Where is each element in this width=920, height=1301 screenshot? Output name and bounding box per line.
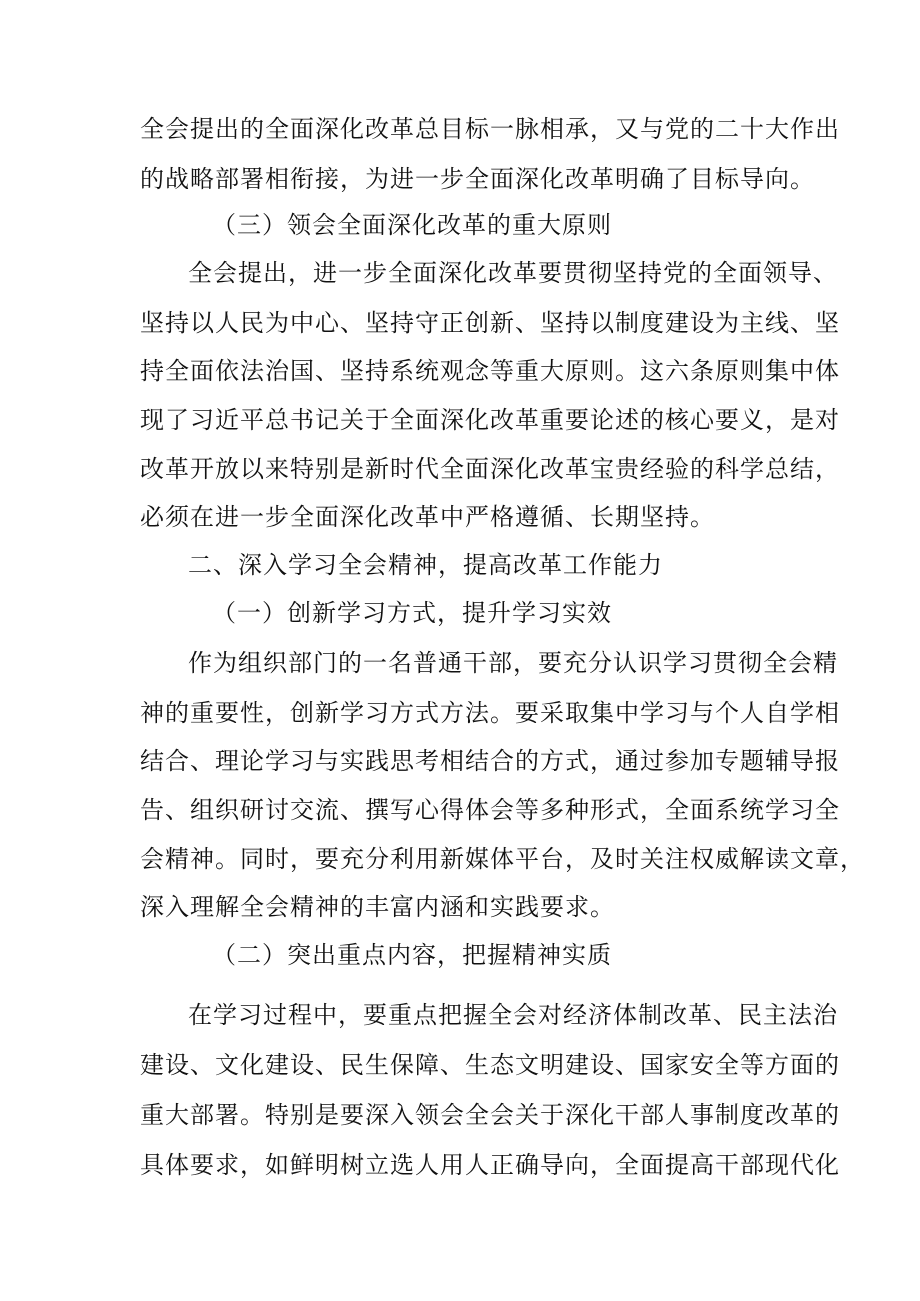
paragraph-line: 的战略部署相衔接，为进一步全面深化改革明确了目标导向。 (140, 165, 815, 193)
subsection-heading: （二）突出重点内容，把握精神实质 (212, 941, 612, 969)
subsection-heading: （三）领会全面深化改革的重大原则 (212, 211, 612, 239)
paragraph-line: 告、组织研讨交流、撰写心得体会等多种形式，全面系统学习全 (140, 796, 840, 824)
paragraph-line: 具体要求，如鲜明树立选人用人正确导向，全面提高干部现代化 (140, 1151, 840, 1179)
paragraph-line: 必须在进一步全面深化改革中严格遵循、长期坚持。 (140, 503, 715, 531)
paragraph-line: 深入理解全会精神的丰富内涵和实践要求。 (140, 893, 615, 921)
paragraph-line: 坚持以人民为中心、坚持守正创新、坚持以制度建设为主线、坚 (140, 309, 840, 337)
paragraph-line: 持全面依法治国、坚持系统观念等重大原则。这六条原则集中体 (140, 357, 840, 385)
paragraph-line: 作为组织部门的一名普通干部，要充分认识学习贯彻全会精 (188, 649, 838, 677)
paragraph-line: 在学习过程中，要重点把握全会对经济体制改革、民主法治 (188, 1001, 838, 1029)
section-heading: 二、深入学习全会精神，提高改革工作能力 (188, 551, 663, 579)
paragraph-line: 会精神。同时，要充分利用新媒体平台，及时关注权威解读文章， (140, 845, 865, 873)
paragraph-line: 建设、文化建设、民生保障、生态文明建设、国家安全等方面的 (140, 1051, 840, 1079)
paragraph-line: 重大部署。特别是要深入领会全会关于深化干部人事制度改革的 (140, 1101, 840, 1129)
paragraph-line: 全会提出的全面深化改革总目标一脉相承，又与党的二十大作出 (140, 115, 840, 143)
subsection-heading: （一）创新学习方式，提升学习实效 (212, 599, 612, 627)
paragraph-line: 神的重要性，创新学习方式方法。要采取集中学习与个人自学相 (140, 699, 840, 727)
paragraph-line: 现了习近平总书记关于全面深化改革重要论述的核心要义，是对 (140, 406, 840, 434)
paragraph-line: 改革开放以来特别是新时代全面深化改革宝贵经验的科学总结， (140, 455, 840, 483)
paragraph-line: 全会提出，进一步全面深化改革要贯彻坚持党的全面领导、 (188, 259, 838, 287)
paragraph-line: 结合、理论学习与实践思考相结合的方式，通过参加专题辅导报 (140, 747, 840, 775)
